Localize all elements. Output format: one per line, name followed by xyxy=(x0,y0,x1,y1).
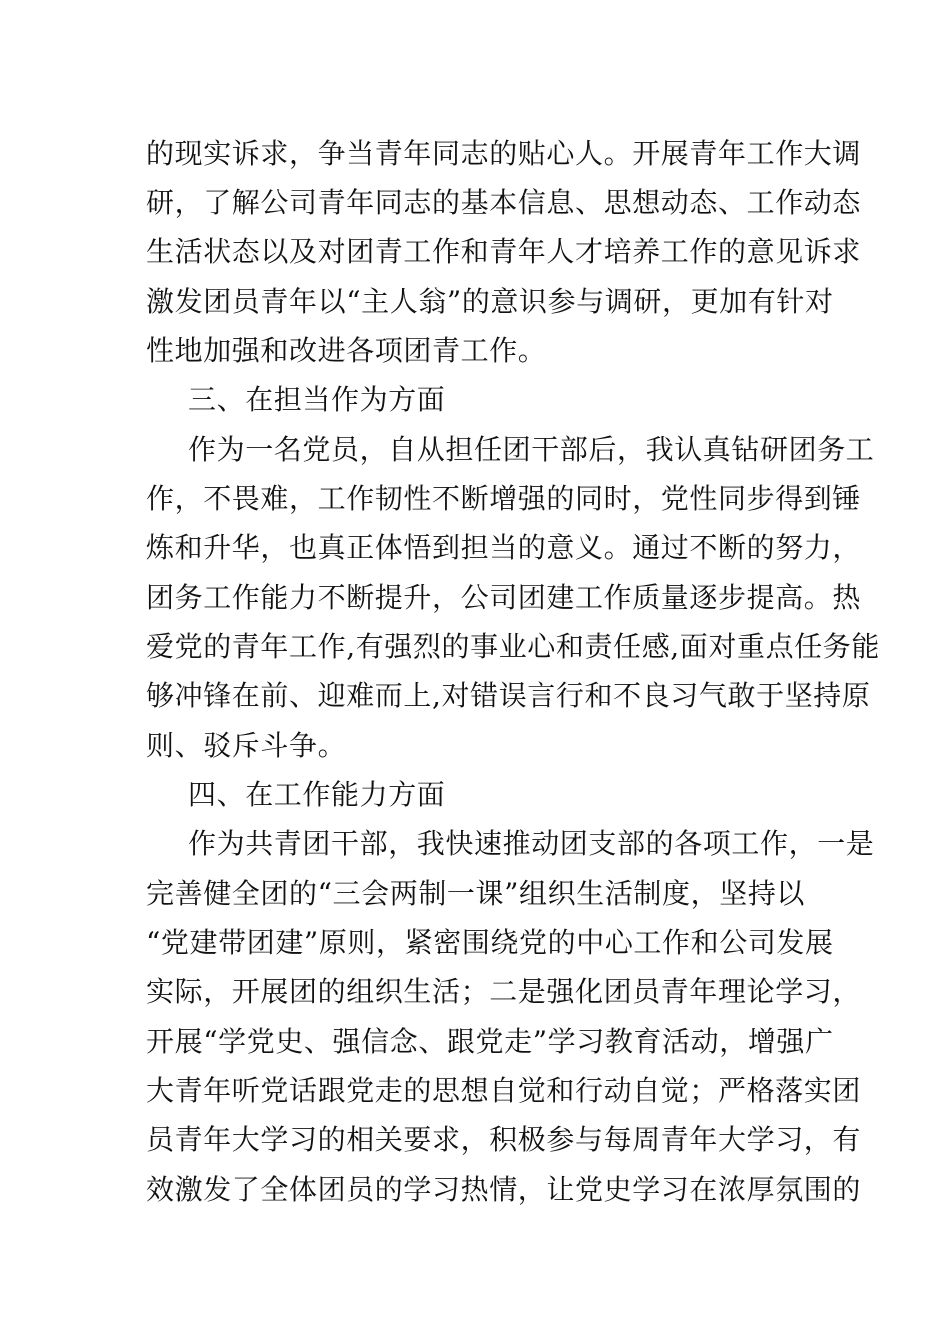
text-line: 性地加强和改进各项团青工作。 xyxy=(146,334,547,367)
text-line: 实际，开展团的组织生活；二是强化团员青年理论学习， xyxy=(146,975,862,1008)
text-line: 员青年大学习的相关要求，积极参与每周青年大学习，有 xyxy=(146,1123,862,1156)
text-line: 生活状态以及对团青工作和青年人才培养工作的意见诉求 xyxy=(146,235,862,268)
text-line: 作，不畏难，工作韧性不断增强的同时，党性同步得到锤 xyxy=(146,482,862,515)
text-line: 作为共青团干部，我快速推动团支部的各项工作，一是 xyxy=(188,827,875,860)
text-line: 研，了解公司青年同志的基本信息、思想动态、工作动态 xyxy=(146,186,862,219)
text-line: 爱党的青年工作,有强烈的事业心和责任感,面对重点任务能 xyxy=(146,630,881,663)
text-line: 的现实诉求，争当青年同志的贴心人。开展青年工作大调 xyxy=(146,137,862,170)
text-line: 大青年听党话跟党走的思想自觉和行动自觉；严格落实团 xyxy=(146,1074,862,1107)
text-line: 开展“学党史、强信念、跟党走”学习教育活动，增强广 xyxy=(146,1025,834,1058)
text-line: 完善健全团的“三会两制一课”组织生活制度，坚持以 xyxy=(146,877,806,910)
section-heading: 四、在工作能力方面 xyxy=(188,778,446,811)
section-heading: 三、在担当作为方面 xyxy=(188,383,446,416)
text-line: 团务工作能力不断提升，公司团建工作质量逐步提高。热 xyxy=(146,581,862,614)
text-line: 激发团员青年以“主人翁”的意识参与调研，更加有针对 xyxy=(146,285,834,318)
text-line: 则、驳斥斗争。 xyxy=(146,729,347,762)
text-line: “党建带团建”原则，紧密围绕党的中心工作和公司发展 xyxy=(146,926,834,959)
text-line: 炼和升华，也真正体悟到担当的意义。通过不断的努力， xyxy=(146,531,862,564)
text-line: 效激发了全体团员的学习热情，让党史学习在浓厚氛围的 xyxy=(146,1173,862,1206)
text-line: 够冲锋在前、迎难而上,对错误言行和不良习气敢于坚持原 xyxy=(146,679,871,712)
text-line: 作为一名党员，自从担任团干部后，我认真钻研团务工 xyxy=(188,433,875,466)
